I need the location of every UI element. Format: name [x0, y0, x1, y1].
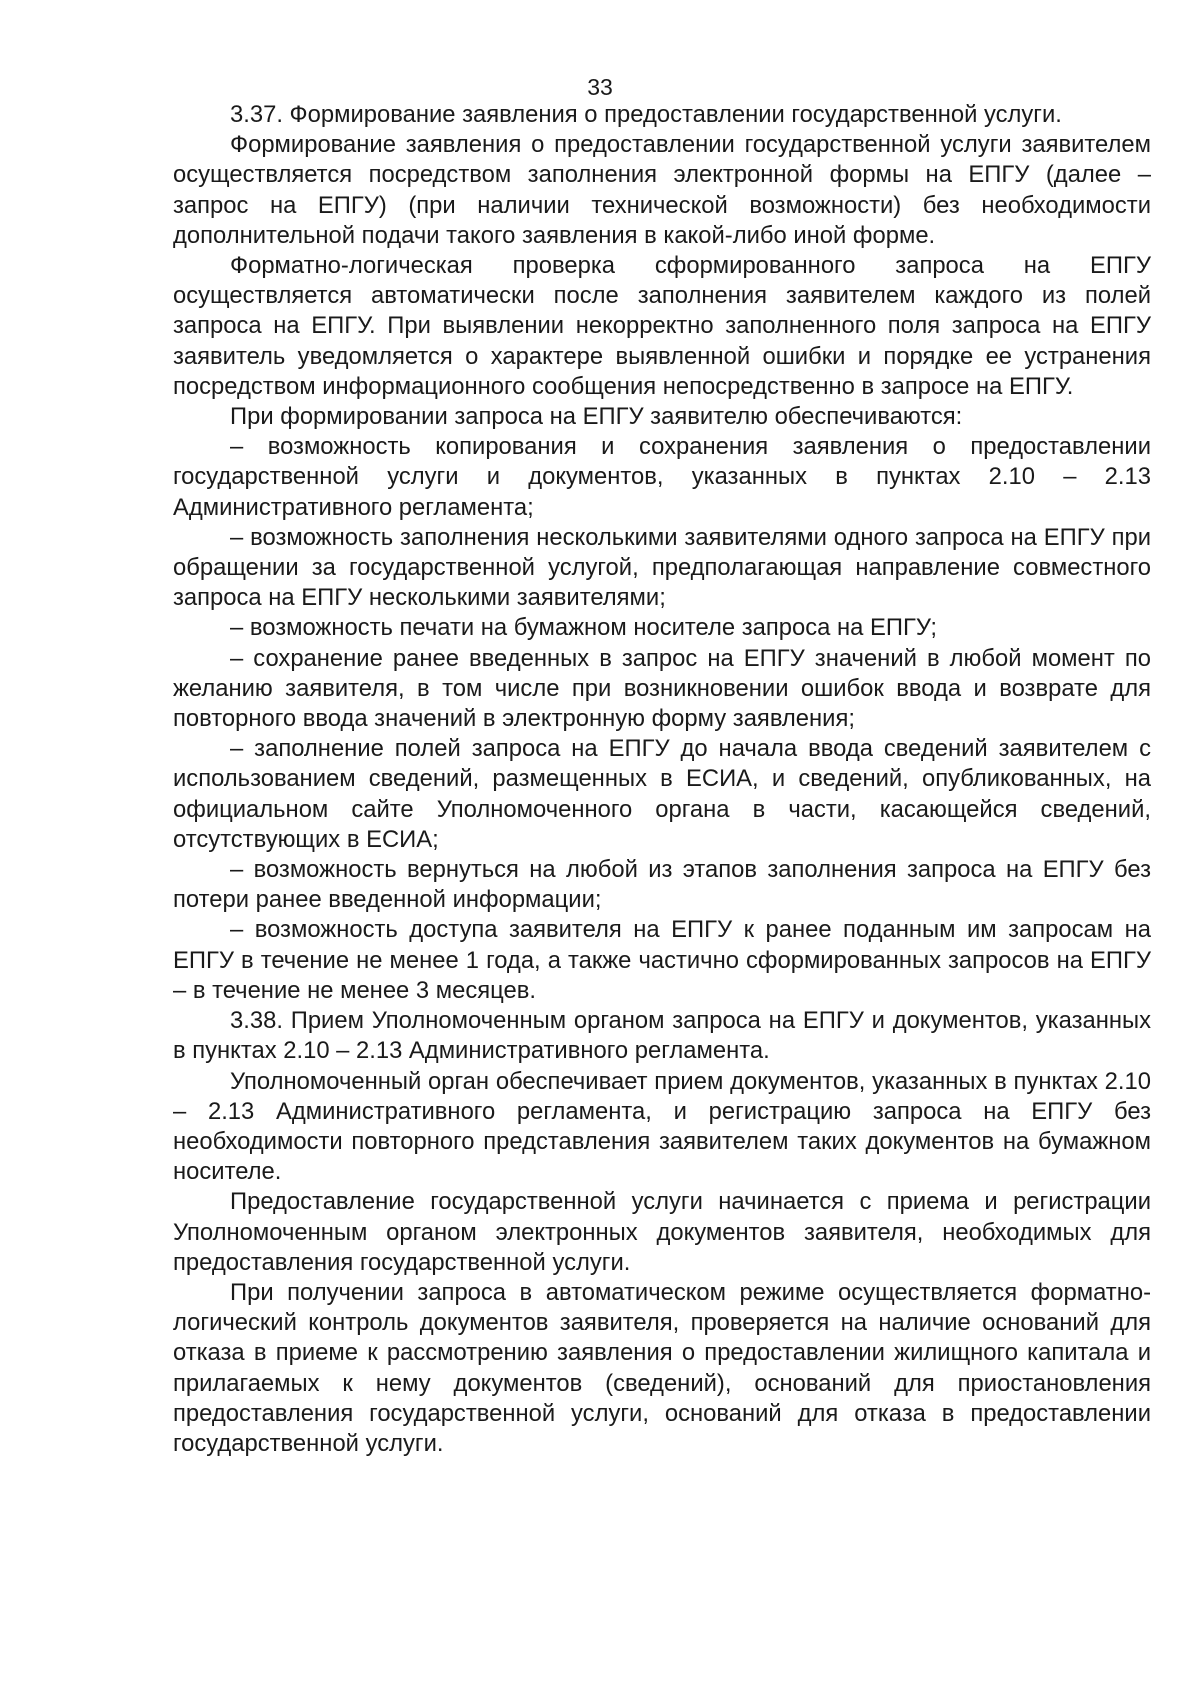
paragraph-section-3-38-heading: 3.38. Прием Уполномоченным органом запроса на ЕПГУ и документов, указанных в пунктах 2.10 – 2.13 Административного регламента.: [173, 1007, 1151, 1065]
page-number: 33: [587, 74, 613, 100]
list-item: – заполнение полей запроса на ЕПГУ до начала ввода сведений заявителем с использованием сведений, размещенных в ЕСИА, и сведений, опубликованных, на официальном сайте Уполномоченного органа в части, касающейся сведений, отсутствующих в ЕСИА;: [173, 735, 1151, 853]
list-item: – возможность заполнения несколькими заявителями одного запроса на ЕПГУ при обращении за государственной услугой, предполагающая направление совместного запроса на ЕПГУ несколькими заявителями;: [173, 523, 1151, 612]
list-item: – возможность копирования и сохранения заявления о предоставлении государственной услуги и документов, указанных в пунктах 2.10 – 2.13 Административного регламента;: [173, 433, 1151, 521]
list-item: – возможность печати на бумажном носителе запроса на ЕПГУ;: [230, 614, 938, 642]
paragraph: При формировании запроса на ЕПГУ заявителю обеспечиваются:: [230, 403, 963, 431]
paragraph: Формирование заявления о предоставлении государственной услуги заявителем осуществляется посредством заполнения электронной формы на ЕПГУ (далее – запрос на ЕПГУ) (при наличии технической возможности) без необходимости дополнительной подачи такого заявления в какой-либо иной форме.: [173, 131, 1151, 249]
list-item: – сохранение ранее введенных в запрос на ЕПГУ значений в любой момент по желанию заявителя, в том числе при возникновении ошибок ввода и возврате для повторного ввода значений в электронную форму заявления;: [173, 644, 1151, 733]
paragraph-section-3-37-heading: 3.37. Формирование заявления о предоставлении государственной услуги.: [230, 101, 1062, 128]
paragraph: При получении запроса в автоматическом режиме осуществляется форматно-логический контроль документов заявителя, проверяется на наличие оснований для отказа в приеме к рассмотрению заявления о предоставлении жилищного капитала и прилагаемых к нему документов (сведений), оснований для приостановления предоставления государственной услуги, оснований для отказа в предоставлении государственной услуги.: [173, 1278, 1151, 1457]
list-item: – возможность доступа заявителя на ЕПГУ к ранее поданным им запросам на ЕПГУ в течение не менее 1 года, а также частично сформированных запросов на ЕПГУ – в течение не менее 3 месяцев.: [173, 916, 1151, 1004]
list-item: – возможность вернуться на любой из этапов заполнения запроса на ЕПГУ без потери ранее введенной информации;: [173, 856, 1151, 914]
paragraph: Предоставление государственной услуги начинается с приема и регистрации Уполномоченным органом электронных документов заявителя, необходимых для предоставления государственной услуги.: [173, 1188, 1151, 1276]
paragraph: Форматно-логическая проверка сформированного запроса на ЕПГУ осуществляется автоматически после заполнения заявителем каждого из полей запроса на ЕПГУ. При выявлении некорректно заполненного поля запроса на ЕПГУ заявитель уведомляется о характере выявленной ошибки и порядке ее устранения посредством информационного сообщения непосредственно в запросе на ЕПГУ.: [173, 252, 1151, 400]
paragraph: Уполномоченный орган обеспечивает прием документов, указанных в пунктах 2.10 – 2.13 Административного регламента, и регистрацию запроса на ЕПГУ без необходимости повторного представления заявителем таких документов на бумажном носителе.: [173, 1067, 1151, 1186]
document-body: [173, 100, 1151, 1459]
